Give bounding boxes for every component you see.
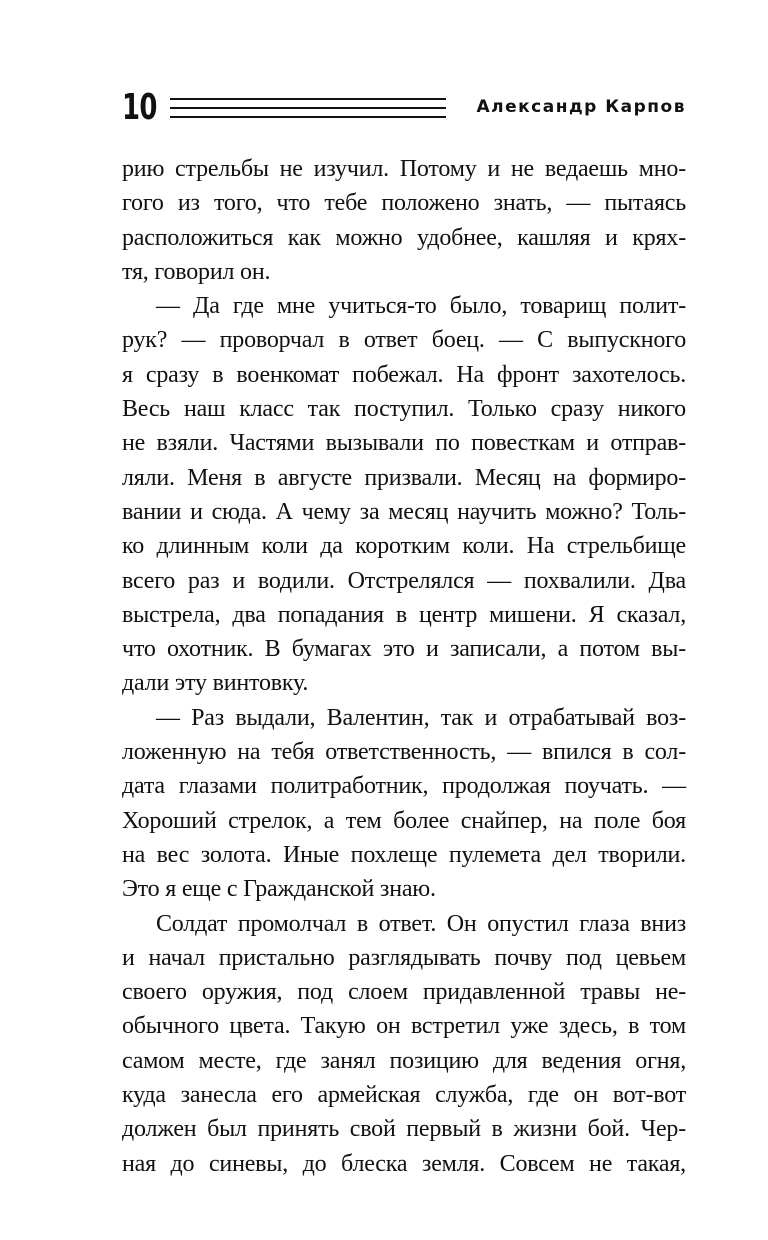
text-line: выстрела, два попадания в центр мишени. Я сказал, [122,601,686,628]
running-header [122,88,686,128]
header-rule-middle [170,107,446,109]
text-line: и начал пристально разглядывать почву под цевьем [122,944,686,971]
text-line: дата глазами политработник, продолжая поучать. — [122,773,686,800]
header-rule-top [170,98,446,100]
author-name: Александр Карпов [476,97,686,117]
text-line: куда занесла его армейская служба, где он вот-вот [122,1082,686,1109]
text-line: не взяли. Частями вызывали по повесткам и отправ- [122,430,686,457]
text-line: ко длинным коли да коротким коли. На стрельбище [122,533,686,560]
text-line: ложенную на тебя ответственность, — впился в сол- [122,739,686,766]
text-line: расположиться как можно удобнее, кашляя и крях- [122,224,686,251]
text-line: своего оружия, под слоем придавленной травы не- [122,979,686,1006]
page-body-text [122,152,686,1181]
text-line: всего раз и водили. Отстрелялся — похвалили. Два [122,567,686,594]
text-line: Весь наш класс так поступил. Только сразу никого [122,396,686,423]
text-line: на вес золота. Иные похлеще пулемета дел творили. [122,841,686,868]
text-line: рук? — проворчал в ответ боец. — С выпускного [122,327,686,354]
text-line: должен был принять свой первый в жизни бой. Чер- [122,1116,686,1143]
text-line: самом месте, где занял позицию для ведения огня, [122,1047,686,1074]
text-line: дали эту винтовку. [122,670,309,697]
text-line: вании и сюда. А чему за месяц научить можно? Толь- [122,498,686,525]
header-rule-bottom [170,116,446,118]
text-line: ляли. Меня в августе призвали. Месяц на формиро- [122,464,686,491]
text-line: обычного цвета. Такую он встретил уже здесь, в том [122,1013,686,1040]
text-line: ная до синевы, до блеска земля. Совсем не такая, [122,1150,686,1177]
text-line: что охотник. В бумагах это и записали, а потом вы- [122,636,686,663]
text-line: гого из того, что тебе положено знать, — пытаясь [122,190,686,217]
text-line: я сразу в военкомат побежал. На фронт захотелось. [122,361,686,388]
text-line: — Раз выдали, Валентин, так и отрабатывай воз- [156,704,686,731]
text-line: рию стрельбы не изучил. Потому и не ведаешь мно- [122,156,686,182]
text-line: Это я еще с Гражданской знаю. [122,876,436,903]
page-number: 10 [122,87,157,128]
text-line: Солдат промолчал в ответ. Он опустил глаза вниз [156,910,686,937]
text-line: Хороший стрелок, а тем более снайпер, на поле боя [122,807,686,834]
text-line: тя, говорил он. [122,258,271,285]
text-line: — Да где мне учиться-то было, товарищ полит- [156,293,686,320]
